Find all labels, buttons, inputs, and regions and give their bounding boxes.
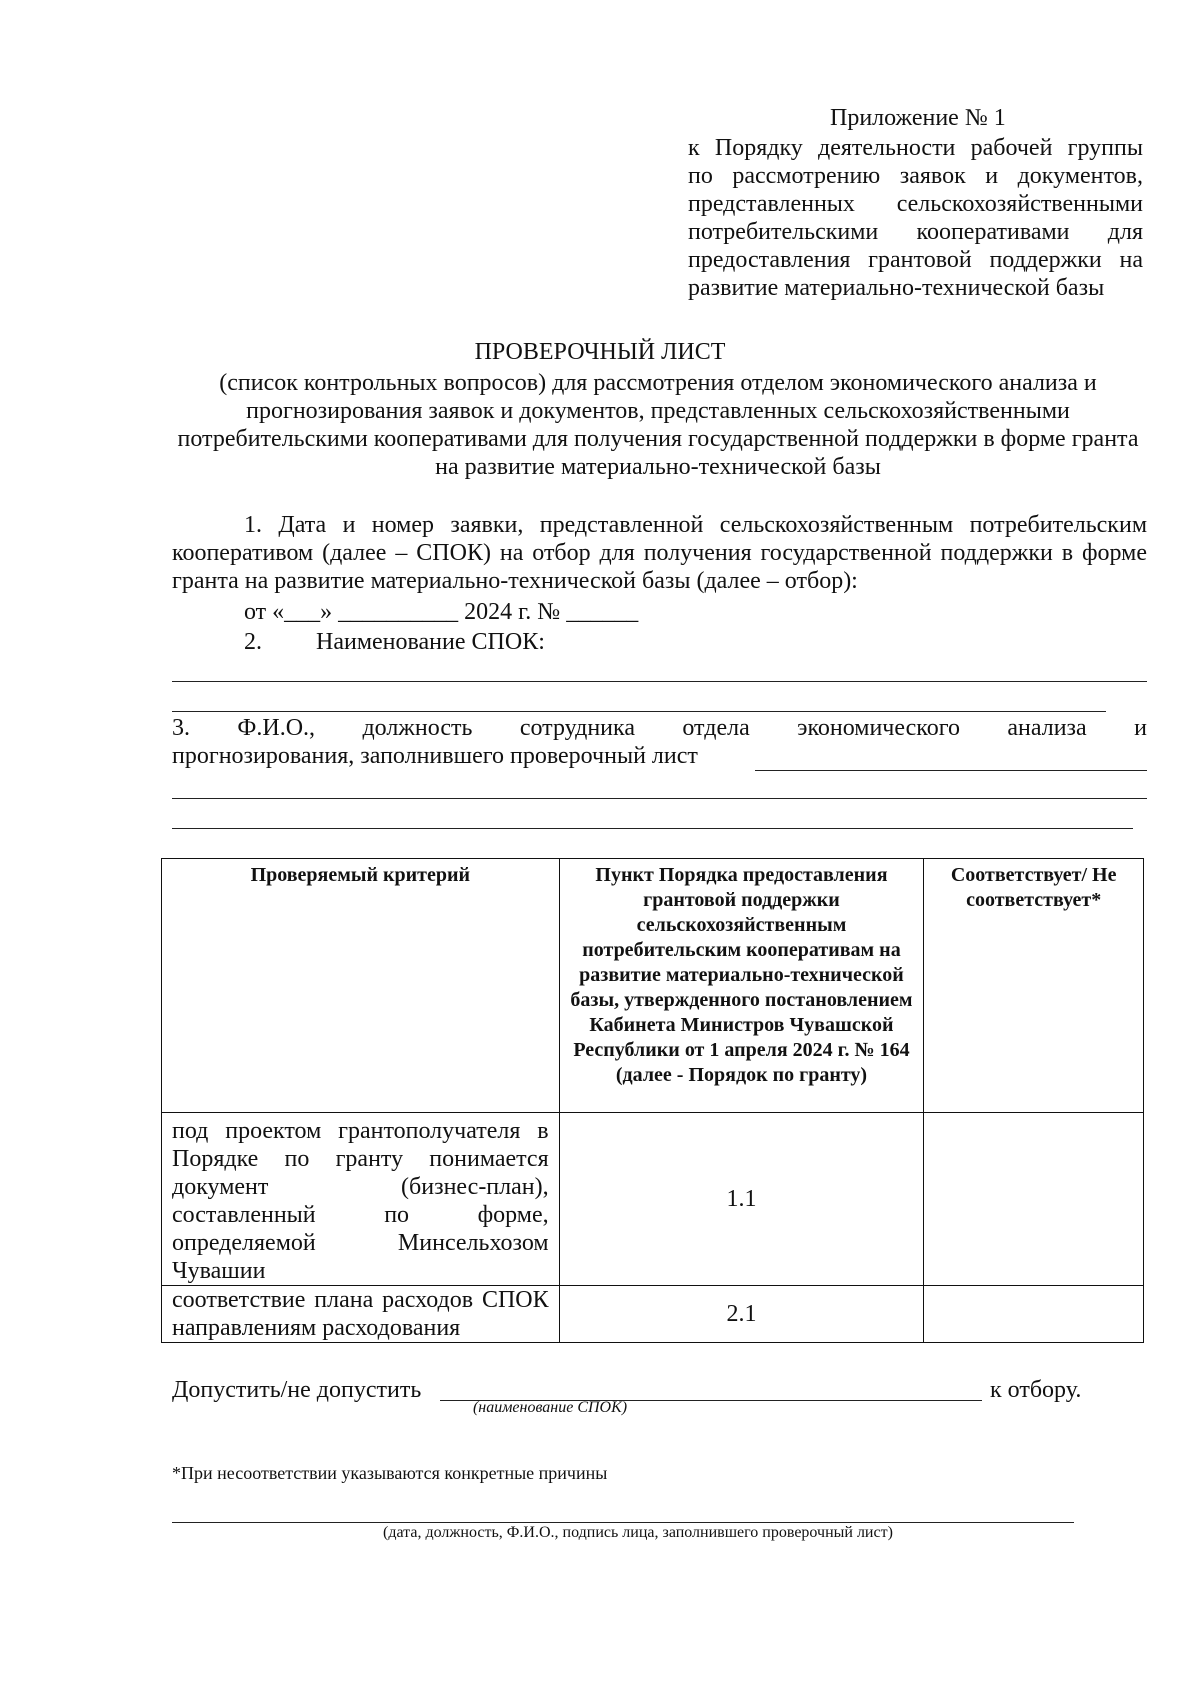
appendix-title: Приложение № 1 bbox=[830, 105, 1006, 131]
table-header-row bbox=[162, 859, 1144, 1113]
appendix-ref-line: предоставления грантовой поддержки на bbox=[688, 247, 1143, 273]
header-compliance: Соответствует/ Не соответствует* bbox=[924, 859, 1144, 1113]
item-2 bbox=[244, 628, 545, 656]
item-3-line bbox=[172, 714, 1147, 742]
item-3-line-2: прогнозирования, заполнившего проверочный лист bbox=[172, 743, 698, 769]
appendix-ref-line: потребительскими кооперативами для bbox=[688, 219, 1143, 245]
appendix-ref-line: к Порядку деятельности рабочей группы bbox=[688, 135, 1143, 161]
order-point-cell: 1.1 bbox=[559, 1113, 924, 1286]
header-order-point: Пункт Порядка предоставления грантовой поддержки сельскохозяйственным потребительским кооперативам на развитие материально-технической базы, утвержденного постановлением Кабинета Министров Чувашской Республики от 1 апреля 2024 г. № 164 (далее - Порядок по гранту) bbox=[559, 859, 924, 1113]
item-3-word: анализа bbox=[1007, 715, 1087, 741]
employee-fill-line[interactable] bbox=[172, 828, 1133, 829]
order-point-cell: 2.1 bbox=[559, 1286, 924, 1343]
item-3-word: 3. bbox=[172, 715, 190, 741]
item-3-word: отдела bbox=[682, 715, 750, 741]
item-2-number: 2. bbox=[244, 629, 262, 655]
application-date-field[interactable]: от «___» __________ 2024 г. № ______ bbox=[244, 599, 639, 625]
item-3-word: сотрудника bbox=[519, 715, 635, 741]
item-3-word: Ф.И.О., bbox=[237, 715, 316, 741]
table-row bbox=[162, 1113, 1144, 1286]
document-subtitle: (список контрольных вопросов) для рассмотрения отделом экономического анализа и прогнозирования заявок и документов, представленных сельскохозяйственными потребительскими кооперативами для получения государственной поддержки в форме гранта на развитие материально-технической базы bbox=[177, 370, 1139, 480]
spok-name-line[interactable] bbox=[172, 681, 1147, 682]
compliance-cell[interactable] bbox=[924, 1286, 1144, 1343]
admit-label: Допустить/не допустить bbox=[172, 1377, 422, 1403]
item-3-word: должность bbox=[362, 715, 473, 741]
appendix-reference bbox=[688, 134, 1143, 302]
item-3-word: и bbox=[1134, 715, 1147, 741]
criterion-text: соответствие плана расходов СПОК направлениям расходования bbox=[172, 1287, 549, 1341]
appendix-ref-line: представленных сельскохозяйственными bbox=[688, 191, 1143, 217]
spok-name-caption bbox=[0, 1399, 1200, 1417]
item-1-text: 1. Дата и номер заявки, представленной сельскохозяйственным потребительским кооперативом (далее – СПОК) на отбор для получения государственной поддержки в форме гранта на развитие материально-технической базы (далее – отбор): bbox=[172, 512, 1147, 594]
item-3-word: экономического bbox=[797, 715, 960, 741]
item-2-label: Наименование СПОК: bbox=[316, 629, 545, 655]
appendix-ref-line: по рассмотрению заявок и документов, bbox=[688, 163, 1143, 189]
employee-fill-line[interactable] bbox=[172, 798, 1147, 799]
spok-name-caption-text: (наименование СПОК) bbox=[472, 1399, 628, 1416]
document-title: ПРОВЕРОЧНЫЙ ЛИСТ bbox=[474, 339, 726, 365]
criteria-table bbox=[161, 858, 1144, 1343]
criterion-cell bbox=[162, 1113, 560, 1286]
spok-name-line[interactable] bbox=[172, 711, 1106, 712]
footnote: *При несоответствии указываются конкретные причины bbox=[172, 1463, 608, 1483]
appendix-ref-line: развитие материально-технической базы bbox=[688, 275, 1105, 301]
admit-suffix: к отбору. bbox=[990, 1377, 1082, 1403]
table-row bbox=[162, 1286, 1144, 1343]
signature-caption: (дата, должность, Ф.И.О., подпись лица, заполнившего проверочный лист) bbox=[383, 1524, 893, 1541]
compliance-cell[interactable] bbox=[924, 1113, 1144, 1286]
employee-fill-line[interactable] bbox=[755, 770, 1147, 771]
signature-line[interactable] bbox=[172, 1522, 1074, 1523]
criterion-cell bbox=[162, 1286, 560, 1343]
header-criterion: Проверяемый критерий bbox=[162, 859, 560, 1113]
criterion-text: под проектом грантополучателя в Порядке по гранту понимается документ (бизнес-план), составленный по форме, определяемой Минсельхозом Чувашии bbox=[172, 1118, 549, 1284]
